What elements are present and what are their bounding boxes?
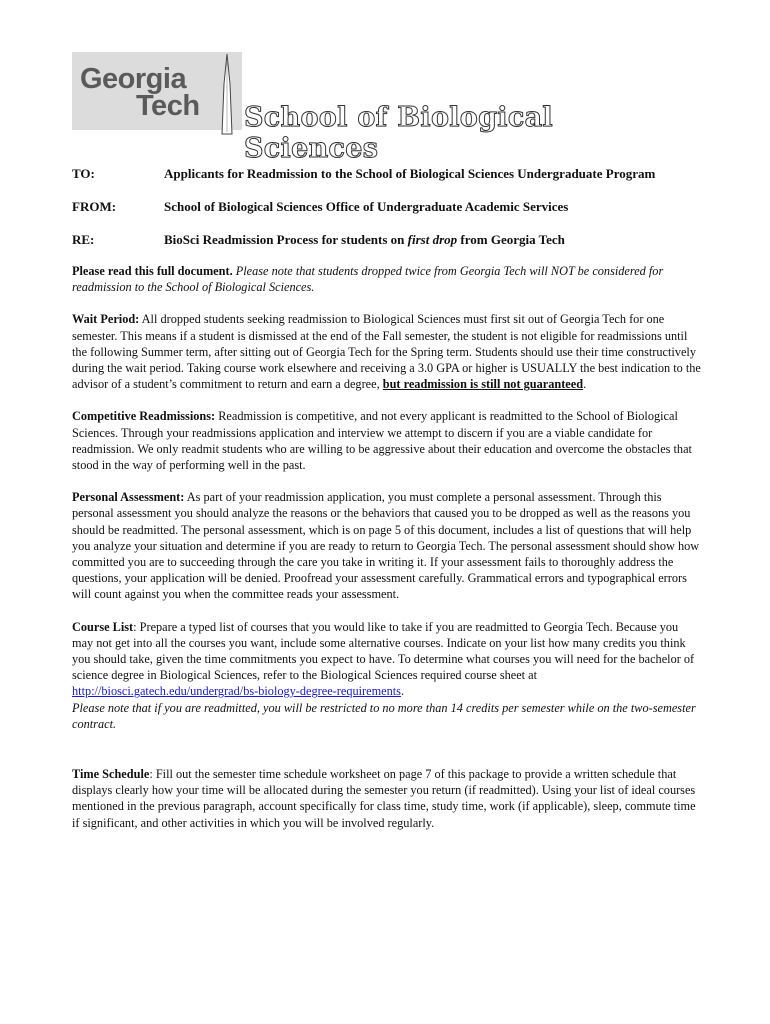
memo-to-row — [72, 166, 702, 199]
letterhead — [72, 52, 632, 164]
personal-assessment-paragraph — [72, 489, 702, 602]
document-body — [72, 263, 702, 847]
competitive-paragraph — [72, 408, 702, 473]
logo-line-georgia: Georgia — [80, 63, 187, 95]
wait-period-end: . — [583, 377, 587, 392]
intro-paragraph — [72, 263, 702, 295]
memo-re-row — [72, 232, 702, 265]
degree-requirements-link[interactable]: http://biosci.gatech.edu/undergrad/bs-biology-degree-requirements — [72, 684, 401, 699]
memo-re-emphasis: first drop — [407, 232, 458, 247]
personal-assessment-text: As part of your readmission application, you must complete a personal assessment. Through this personal assessment you should analyze the reasons or the behaviors that caused you to be dropped as well as the reasons you should be readmitted. The personal assessment, which is on page 5 of this document, includes a list of questions that will help you analyze your situation and determine if you are ready to return to Georgia Tech. The personal assessment should show how committed you are to succeeding through the care you take in writing it. If your assessment fails to thoroughly address the questions, your application will be denied. Proofread your assessment carefully. Grammatical errors and typographical errors will count against you when the committee reads your assessment. — [72, 490, 700, 602]
course-list-text: : Prepare a typed list of courses that you would like to take if you are readmitted to Georgia Tech. Because you may not get into all the courses you want, include some alternative courses. Indicate on your list how many credits you think you should take, given the time commitments you expect to have. To determine what courses you will need for the bachelor of science degree in Biological Sciences, refer to the Biological Sciences required course sheet at — [72, 619, 695, 683]
wait-period-paragraph — [72, 311, 702, 392]
memo-from-value: School of Biological Sciences Office of Undergraduate Academic Services — [164, 199, 569, 214]
time-schedule-heading: Time Schedule — [72, 767, 150, 782]
memo-re-label: RE: — [72, 232, 95, 247]
memo-re-text-end: from Georgia Tech — [457, 232, 565, 247]
competitive-text: Readmission is competitive, and not every applicant is readmitted to the School of Biological Sciences. Through your readmissions application and interview we attempt to discern if you are a viable candidate for readmission. We only readmit students who are willing to be aggressive about their education and overcome the obstacles that stood in the way of performing well in the past. — [72, 409, 692, 473]
course-list-end: . — [400, 684, 405, 699]
intro-lead: Please read this full document. — [72, 264, 233, 278]
wait-period-emphasis: but readmission is still not guaranteed — [382, 377, 584, 392]
memo-re-value — [164, 232, 565, 248]
competitive-heading: Competitive Readmissions: — [72, 409, 216, 424]
logo-line-tech: Tech — [136, 90, 200, 122]
course-list-heading: Course List — [72, 619, 134, 634]
course-list-paragraph — [72, 619, 702, 732]
memo-to-label: TO: — [72, 166, 95, 181]
wait-period-text: All dropped students seeking readmission to Biological Sciences must first sit out of Georgia Tech for one semester. This means if a student is dismissed at the end of the Fall semester, the student is not eligible for readmissions until the following Summer term, after sitting out of Georgia Tech for the Spring term. Students should use their time constructively during the wait period. Taking course work elsewhere and receiving a 3.0 GPA or higher is USUALLY the best indication to the advisor of a student’s commitment to return and earn a degree, — [72, 312, 701, 392]
memo-from-label: FROM: — [72, 199, 117, 214]
tech-tower-spire-icon — [214, 54, 240, 136]
wait-period-heading: Wait Period: — [72, 312, 140, 327]
intro-note: Please note that students dropped twice from Georgia Tech will NOT be considered for readmission to the School of Biological Sciences. — [72, 264, 664, 295]
memo-re-text: BioSci Readmission Process for students on — [164, 232, 408, 247]
memo-to-value: Applicants for Readmission to the School of Biological Sciences Undergraduate Program — [164, 166, 656, 181]
time-schedule-paragraph — [72, 766, 702, 831]
school-title: School of Biological Sciences — [244, 102, 553, 164]
memo-from-row — [72, 199, 702, 232]
course-list-note: Please note that if you are readmitted, you will be restricted to no more than 14 credits per semester while on the two-semester contract. — [72, 700, 696, 731]
personal-assessment-heading: Personal Assessment: — [72, 490, 185, 505]
time-schedule-text: : Fill out the semester time schedule worksheet on page 7 of this package to provide a written schedule that displays clearly how your time will be allocated during the semester you return (if readmitted). Using your list of ideal courses mentioned in the previous paragraph, account specifically for class time, study time, work (if applicable), sleep, commute time if significant, and other activities in which you will be involved regularly. — [72, 767, 696, 830]
memo-header — [72, 166, 702, 265]
